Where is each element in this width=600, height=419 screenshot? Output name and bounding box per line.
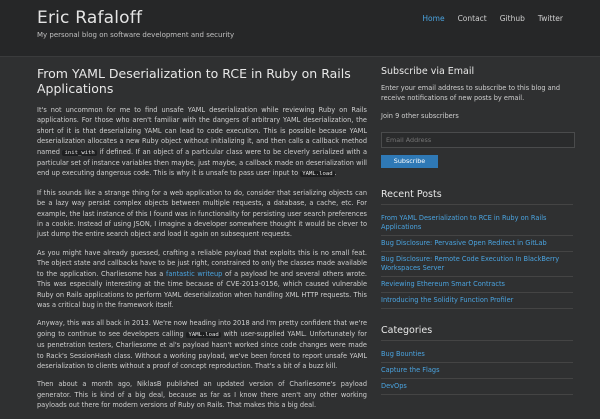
nav-twitter[interactable]: Twitter: [537, 14, 563, 23]
p1-text-b: if defined. If an object of a particular class were to be cleverly serialized with a particular set of instance variables then maybe, just maybe, a callback made on deserialization will end up executing dangerous code. This is why it is unsafe to pass user input to: [37, 147, 367, 178]
subscribe-button[interactable]: Subscribe: [381, 155, 438, 168]
post-content: [37, 66, 367, 419]
p3-text-b: of a payload he and several others wrote. This was especially interesting at the time because of CVE-2013-0156, which caused vulnerable Ruby on Rails applications to perform YAML deserialization when handling XML HTTP requests. This was a critical bug in the framework itself.: [37, 269, 368, 309]
list-item: [381, 252, 573, 277]
code-yaml-load-2: YAML.load: [188, 331, 219, 338]
p1-text-c: .: [334, 169, 337, 178]
p3-text-a: As you might have already guessed, crafting a reliable payload that exploits this is no small feat. The object state and callbacks have to be just right, constrained to only the classes made available to the application. Charliesome has a: [37, 248, 367, 278]
site-title[interactable]: Eric Rafaloff: [37, 8, 143, 28]
main-nav: [422, 14, 563, 23]
p4-text-b: with user-supplied YAML. Unfortunately for us penetration testers, Charliesome et al's payload hasn't worked since code changes were made to Rack's SessionHash class. Without a working payload, we've been forced to report unsafe YAML deserialization to clients without a proof of concept reproduction. That's a bit of a buzz kill.: [37, 329, 367, 370]
nav-github[interactable]: Github: [499, 14, 525, 23]
p1-text-a: It's not uncommon for me to find unsafe YAML deserialization while reviewing Ruby on Rails applications. For those who aren't familiar with the dangers of arbitrary YAML deserialization, the short of it is that deserializing YAML can lead to code execution. This is possible because YAML deserialization allocates a new Ruby object without initializing it, and then calls a callback method named: [37, 106, 367, 156]
recent-post-link[interactable]: Reviewing Ethereum Smart Contracts: [381, 279, 505, 288]
subscriber-count: Join 9 other subscribers: [381, 112, 459, 120]
category-link[interactable]: DevOps: [381, 381, 407, 390]
category-link[interactable]: Bug Bounties: [381, 349, 425, 358]
subscribe-text: Enter your email address to subscribe to this blog and receive notifications of new posts by email.: [381, 84, 561, 102]
list-item: [381, 293, 573, 309]
code-init-with: init_with: [64, 149, 95, 156]
recent-post-link[interactable]: Introducing the Solidity Function Profiler: [381, 295, 514, 304]
post-title[interactable]: From YAML Deserialization to RCE in Ruby on Rails Applications: [37, 66, 351, 96]
nav-contact[interactable]: Contact: [457, 14, 487, 23]
recent-post-link[interactable]: From YAML Deserialization to RCE in Ruby on Rails Applications: [381, 213, 547, 231]
nav-home[interactable]: Home: [422, 14, 445, 23]
list-item: [381, 277, 573, 293]
email-input[interactable]: [381, 132, 575, 148]
p4-text-a: Anyway, this was all back in 2013. We're now heading into 2018 and I'm pretty confident that we're going to continue to see developers calling: [37, 319, 367, 338]
recent-post-link[interactable]: Bug Disclosure: Pervasive Open Redirect in GitLab: [381, 238, 547, 247]
list-item: [381, 236, 573, 252]
site-header: [0, 0, 600, 57]
category-link[interactable]: Capture the Flags: [381, 365, 440, 374]
post-paragraph-4: [37, 318, 367, 371]
post-paragraph-5: Then about a month ago, NiklasB published an updated version of Charliesome's payload generator. This is kind of a big deal, because as far as I know there aren't any other working payloads out there for modern versions of Ruby on Rails. That makes this a big deal.: [37, 380, 367, 410]
list-item: [381, 379, 573, 395]
post-paragraph-3: [37, 248, 367, 310]
sidebar: [381, 66, 573, 395]
recent-posts-list: [381, 211, 573, 309]
fantastic-writeup-link[interactable]: fantastic writeup: [166, 269, 223, 278]
site-description: My personal blog on software development and security: [37, 31, 235, 39]
recent-posts-heading: Recent Posts: [381, 189, 573, 205]
categories-heading: Categories: [381, 325, 573, 341]
list-item: [381, 363, 573, 379]
code-yaml-load: YAML.load: [302, 171, 333, 178]
recent-post-link[interactable]: Bug Disclosure: Remote Code Execution In BlackBerry Workspaces Server: [381, 254, 560, 272]
subscribe-heading: Subscribe via Email: [381, 66, 475, 77]
post-paragraph-1: [37, 105, 367, 180]
list-item: [381, 211, 573, 236]
list-item: [381, 347, 573, 363]
categories-list: [381, 347, 573, 395]
post-paragraph-2: If this sounds like a strange thing for a web application to do, consider that serializing objects can be a lazy way persist complex objects between multiple requests, a database, a cache, etc. For example, the last instance of this I found was in functionality for persisting user search preferences in a cookie. Instead of using JSON, I imagine a developer somewhere thought it would be clever to just dump the entire search object and load it again on subsequent requests.: [37, 188, 367, 239]
